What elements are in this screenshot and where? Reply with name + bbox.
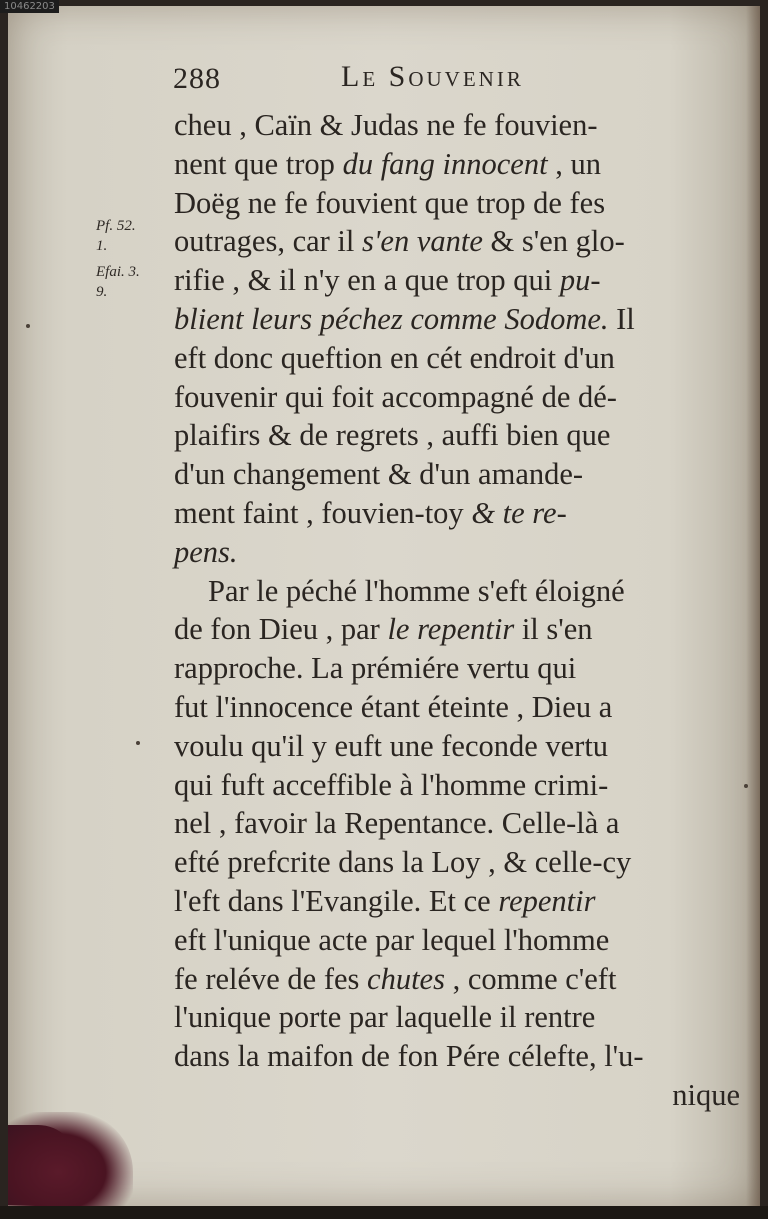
text-segment: cheu , Caïn & Judas ne fe fouvien- <box>174 108 598 142</box>
text-line <box>174 804 740 843</box>
text-segment: nent que trop <box>174 146 343 181</box>
italic-segment: pu- <box>559 263 601 298</box>
text-line <box>174 339 740 378</box>
text-line <box>174 843 740 882</box>
text-segment: , comme c'eft <box>444 961 617 996</box>
text-segment: nel , favoir la Repentance. Celle-là a <box>174 806 620 841</box>
text-segment: dans la maifon de fon Pére célefte, l'u- <box>174 1039 644 1074</box>
book-page <box>8 6 760 1206</box>
text-line <box>174 222 740 261</box>
text-line <box>174 184 740 223</box>
italic-segment: blient leurs péchez comme Sodome. <box>174 301 609 336</box>
margin-note-psalm: Pf. 52. <box>96 218 136 234</box>
italic-segment: chutes <box>367 961 445 996</box>
text-segment: rifie , & il n'y en a que trop qui <box>174 263 560 298</box>
text-segment: Il <box>608 301 635 336</box>
text-line <box>174 300 740 339</box>
scan-label: 10462203 <box>0 0 59 13</box>
text-segment: eft l'unique acte par lequel l'homme <box>174 922 610 957</box>
text-line <box>174 533 740 572</box>
text-line <box>174 921 740 960</box>
italic-segment: & te re- <box>471 495 567 530</box>
text-line <box>174 1037 740 1076</box>
text-segment: fe reléve de fes <box>174 961 368 996</box>
italic-segment: s'en vante <box>362 224 483 259</box>
scan-bottom-edge <box>0 1206 768 1219</box>
text-line <box>174 649 740 688</box>
text-segment: ment faint , fouvien-toy <box>174 495 472 530</box>
page-number: 288 <box>173 62 221 95</box>
text-line <box>174 688 740 727</box>
text-line <box>174 261 740 300</box>
text-line <box>174 572 740 611</box>
text-segment: Par le péché l'homme s'eft éloigné <box>208 573 625 608</box>
text-line <box>174 766 740 805</box>
text-segment: eft donc queftion en cét endroit d'un <box>174 340 615 375</box>
text-line <box>174 727 740 766</box>
text-segment: d'un changement & d'un amande- <box>174 457 584 492</box>
ink-speck <box>136 741 140 745</box>
text-line <box>174 960 740 999</box>
text-segment: efté prefcrite dans la Loy , & celle-cy <box>174 845 632 880</box>
text-segment: l'eft dans l'Evangile. Et ce <box>174 883 499 918</box>
margin-note-psalm-verse: 1. <box>96 238 108 254</box>
running-title: Le Souvenir <box>341 60 524 93</box>
text-segment: & s'en glo- <box>482 224 625 259</box>
text-line <box>174 416 740 455</box>
text-line <box>174 882 740 921</box>
text-line <box>174 106 740 145</box>
text-segment: qui fuft acceffible à l'homme crimi- <box>174 767 609 802</box>
italic-segment: du fang innocent <box>342 146 548 181</box>
italic-segment: pens. <box>174 534 238 569</box>
italic-segment: repentir <box>498 883 596 918</box>
text-line <box>174 145 740 184</box>
text-segment: nique <box>672 1077 740 1112</box>
text-line <box>174 378 740 417</box>
ink-speck <box>26 324 30 328</box>
margin-note-isaiah-verse: 9. <box>96 284 108 300</box>
page-header <box>173 58 743 98</box>
text-segment: il s'en <box>514 612 593 647</box>
text-line <box>174 494 740 533</box>
text-segment: de fon Dieu , par <box>174 612 388 647</box>
text-segment: , un <box>547 146 601 181</box>
italic-segment: le repentir <box>387 612 515 647</box>
text-line <box>174 1076 740 1115</box>
body-text <box>174 106 740 1115</box>
text-segment: l'unique porte par laquelle il rentre <box>174 1000 596 1035</box>
text-segment: Doëg ne fe fouvient que trop de fes <box>174 185 606 220</box>
text-segment: plaifirs & de regrets , auffi bien que <box>174 418 611 453</box>
text-line <box>174 998 740 1037</box>
text-segment: fouvenir qui foit accompagné de dé- <box>174 379 617 414</box>
text-line <box>174 610 740 649</box>
page-edge-shadow <box>746 6 760 1206</box>
margin-note-isaiah: Efai. 3. <box>96 264 140 280</box>
text-segment: voulu qu'il y euft une feconde vertu <box>174 728 609 763</box>
text-segment: rapproche. La prémiére vertu qui <box>174 651 577 686</box>
text-segment: fut l'innocence étant éteinte , Dieu a <box>174 689 613 724</box>
text-line <box>174 455 740 494</box>
ink-speck <box>744 784 748 788</box>
text-segment: outrages, car il <box>174 224 363 259</box>
